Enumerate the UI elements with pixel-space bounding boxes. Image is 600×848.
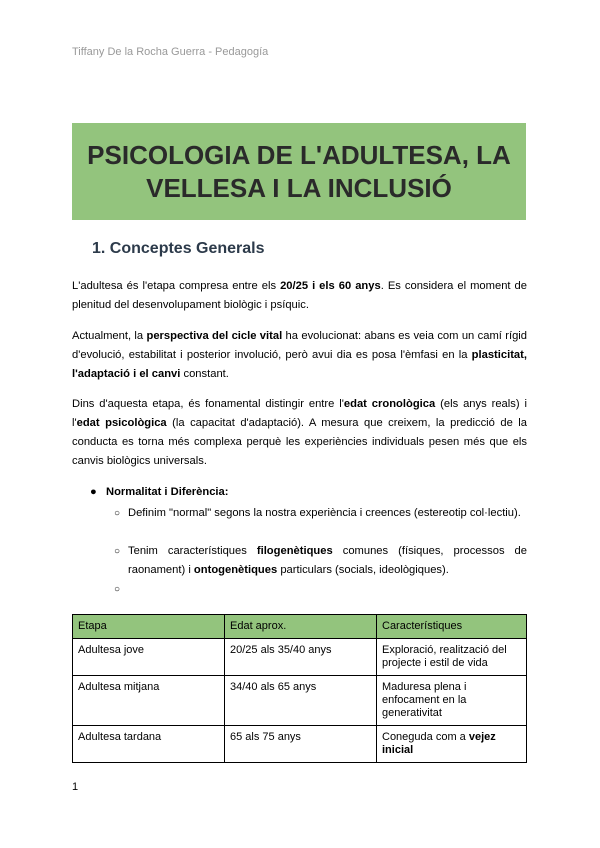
table-cell-edat: 65 als 75 anys — [225, 726, 377, 763]
p1-text-a: L'adultesa és l'etapa compresa entre els — [72, 280, 281, 292]
sub2-bold-1: filogenètiques — [256, 545, 333, 557]
p2-bold-2: plasticitat, l'adaptació i el canvi — [72, 349, 527, 380]
table-row — [73, 676, 527, 726]
p3-text-a: Dins d'aquesta etapa, és fonamental distingir entre l' — [72, 398, 344, 410]
sub-bullet-1-text: Definim "normal" segons la nostra experiència i creences (estereotip col·lectiu). — [128, 507, 521, 519]
cell-bold: vejez inicial — [382, 731, 496, 756]
table-cell-edat: 20/25 als 35/40 anys — [225, 639, 377, 676]
p1-text-c: . Es considera el moment de plenitud del desenvolupament biològic i psíquic. — [72, 280, 527, 311]
table-cell-etapa: Adultesa jove — [73, 639, 225, 676]
p2-text-e: constant. — [180, 368, 229, 380]
table-row — [73, 726, 527, 763]
circle-bullet-icon: ○ — [114, 508, 121, 519]
table-cell-etapa: Adultesa tardana — [73, 726, 225, 763]
title-line-2: VELLESA I LA INCLUSIÓ — [146, 172, 452, 203]
paragraph-2 — [72, 327, 527, 384]
sub2-text-a: Tenim característiques — [128, 545, 257, 557]
p1-bold: 20/25 i els 60 anys — [280, 280, 381, 292]
p2-text-a: Actualment, la — [72, 330, 147, 342]
table-header-edat: Edat aprox. — [225, 615, 377, 639]
page-number: 1 — [72, 781, 79, 793]
p3-text-e: (la capacitat d'adaptació). A mesura que creixem, la predicció de la conducta es torna més complexa perquè les experiències individuals pesen més que els canvis biològics universals. — [72, 417, 527, 467]
page-title — [87, 139, 511, 205]
title-banner — [72, 123, 526, 220]
p2-bold-1: perspectiva del cicle vital — [146, 330, 283, 342]
title-line-1: PSICOLOGIA DE L'ADULTESA, LA — [87, 139, 511, 170]
paragraph-3 — [72, 395, 527, 471]
table-row — [73, 639, 527, 676]
sub-bullet-1 — [114, 504, 527, 523]
section-heading: 1. Conceptes Generals — [92, 240, 265, 257]
table-cell-caracteristiques — [377, 726, 527, 763]
sub-bullet-2 — [114, 542, 527, 580]
paragraph-1 — [72, 277, 527, 315]
sub2-bold-2: ontogenètiques — [193, 564, 278, 576]
p3-text-c: (els anys reals) i l' — [72, 398, 527, 429]
table-header-caracteristiques: Característiques — [377, 615, 527, 639]
table-header-row — [73, 615, 527, 639]
sub2-text-e: particulars (socials, ideològiques). — [277, 564, 449, 576]
bullet-dot-icon: ● — [90, 486, 97, 498]
bullet-main — [90, 486, 228, 498]
bullet-main-label: Normalitat i Diferència: — [106, 486, 229, 498]
p2-text-c: ha evolucionat: abans es veia com un camí rígid d'evolució, estabilitat i posterior involució, però avui dia es posa l'èmfasi en la — [72, 330, 527, 361]
page-header: Tiffany De la Rocha Guerra - Pedagogía — [72, 46, 269, 58]
p3-bold-1: edat cronològica — [343, 398, 436, 410]
table-header-etapa: Etapa — [73, 615, 225, 639]
circle-bullet-icon: ○ — [114, 584, 121, 595]
cell-text: Coneguda com a — [382, 731, 469, 743]
table-cell-edat: 34/40 als 65 anys — [225, 676, 377, 726]
sub2-text-c: comunes (físiques, processos de raonament) i — [128, 545, 527, 576]
table-cell-etapa: Adultesa mitjana — [73, 676, 225, 726]
table-cell-caracteristiques: Maduresa plena i enfocament en la generativitat — [377, 676, 527, 726]
stages-table — [72, 614, 527, 763]
table-cell-caracteristiques: Exploració, realització del projecte i estil de vida — [377, 639, 527, 676]
circle-bullet-icon: ○ — [114, 546, 121, 557]
p3-bold-2: edat psicològica — [76, 417, 167, 429]
